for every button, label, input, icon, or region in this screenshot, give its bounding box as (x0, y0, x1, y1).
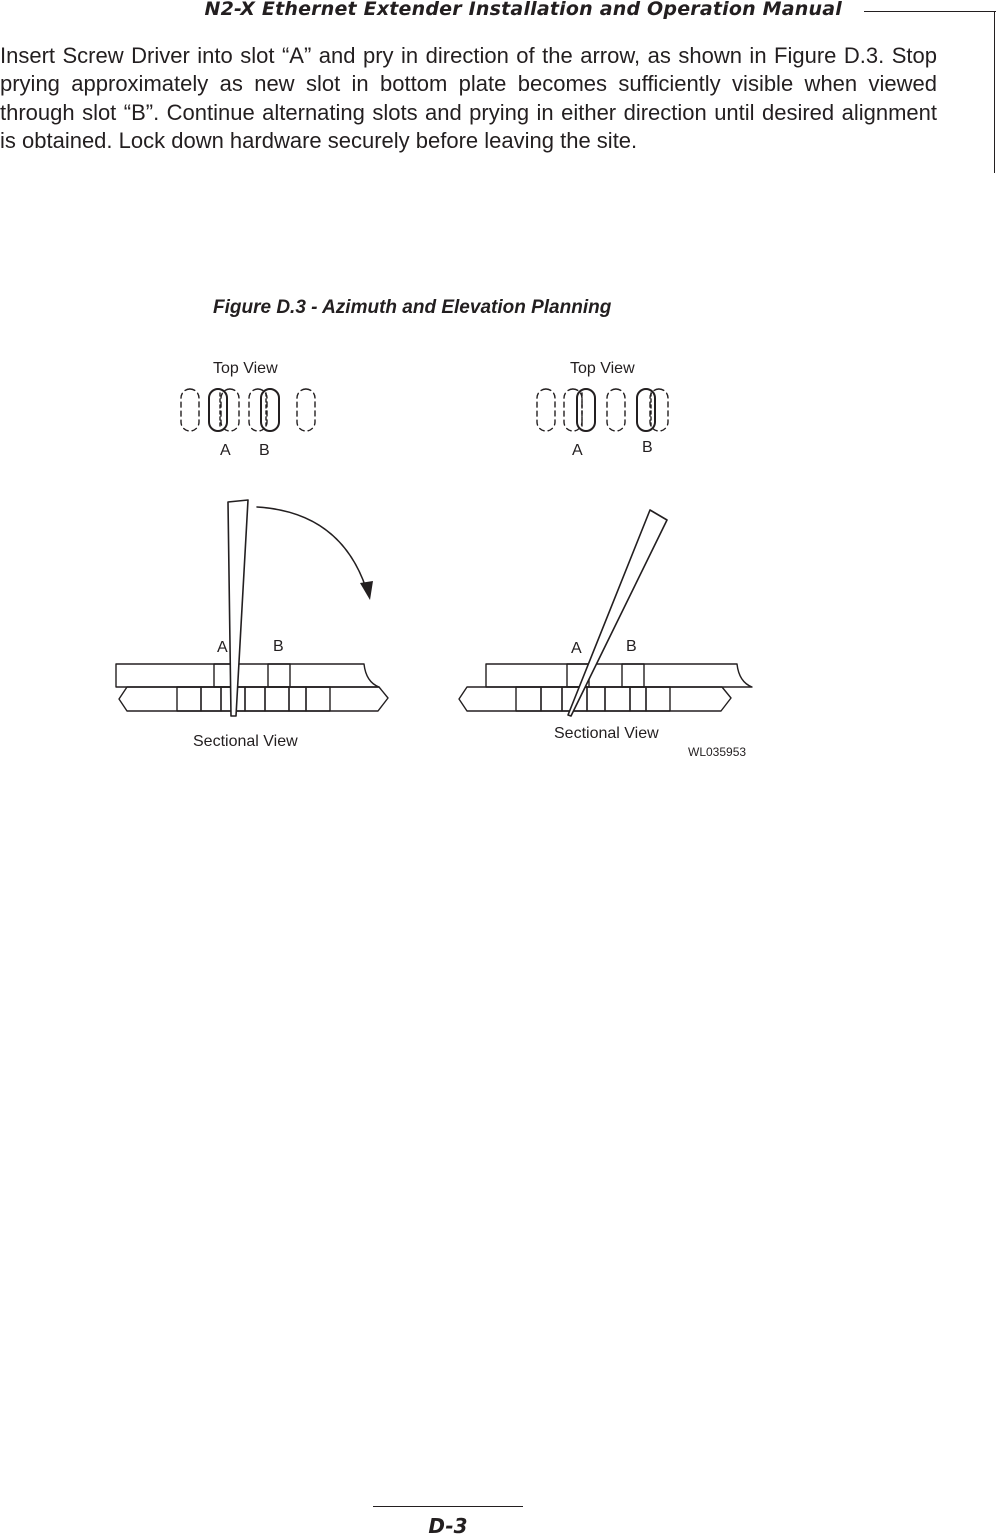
plate-slot-cell (306, 687, 330, 711)
instruction-paragraph: Insert Screw Driver into slot “A” and pry in direction of the arrow, as shown in Figure D.3. Stop prying approximately as new slot in bottom plate becomes sufficiently visible when viewed through slot “B”. Continue alternating slots and prying in either direction until desired alignment is obtained. Lock down hardware securely before leaving the site. (0, 43, 937, 153)
right-screwdriver (568, 510, 667, 716)
left-top-view-slots (181, 389, 315, 431)
pry-direction-arrow (257, 507, 366, 588)
right-slot-b-label: B (642, 439, 653, 456)
header-vertical-rule (994, 11, 995, 173)
top-slot-outline (650, 389, 668, 431)
top-slot-outline (249, 389, 267, 431)
top-slot-outline (607, 389, 625, 431)
left-section-a-label: A (217, 639, 228, 656)
slot-a-top (209, 389, 227, 431)
left-screwdriver (228, 500, 248, 716)
plate-slot-cell (622, 664, 644, 687)
right-top-view-label: Top View (570, 360, 635, 377)
top-slot-outline (181, 389, 199, 431)
plate-slot-cell (646, 687, 670, 711)
figure-d3-diagram (0, 330, 998, 780)
right-sectional-view-label: Sectional View (554, 725, 659, 742)
plate-slot-cell (289, 687, 306, 711)
left-slot-b-label: B (259, 442, 270, 459)
plate-slot-cell (587, 687, 605, 711)
left-slot-a-label: A (220, 442, 231, 459)
top-slot-outline (297, 389, 315, 431)
page-number: D-3 (428, 1514, 468, 1538)
left-sectional-view-label: Sectional View (193, 733, 298, 750)
pry-arrow-head (360, 581, 373, 600)
right-top-view-slots (537, 389, 668, 431)
slot-b-top (637, 389, 655, 431)
top-slot-outline (537, 389, 555, 431)
plate-slot-cell (201, 687, 221, 711)
bottom-plate (459, 687, 731, 711)
slot-b-top (261, 389, 279, 431)
plate-slot-cell (268, 664, 290, 687)
top-slot-outline (221, 389, 239, 431)
left-sectional-plates (116, 664, 388, 711)
drawing-id: WL035953 (688, 745, 747, 759)
right-section-b-label: B (626, 638, 637, 655)
top-plate (486, 664, 752, 687)
left-section-b-label: B (273, 638, 284, 655)
top-plate (116, 664, 379, 687)
plate-slot-cell (214, 664, 232, 687)
right-section-a-label: A (571, 640, 582, 657)
running-header-title: N2-X Ethernet Extender Installation and Operation Manual (204, 0, 842, 20)
plate-slot-cell (245, 687, 265, 711)
slot-a-top (577, 389, 595, 431)
plate-slot-cell (541, 687, 562, 711)
plate-slot-cell (630, 687, 646, 711)
bottom-plate (119, 687, 388, 711)
footer-rule (373, 1506, 523, 1507)
right-sectional-plates (459, 664, 752, 711)
top-slot-outline (564, 389, 582, 431)
plate-slot-cell (265, 687, 289, 711)
figure-caption: Figure D.3 - Azimuth and Elevation Planning (213, 297, 612, 318)
plate-slot-cell (177, 687, 201, 711)
left-top-view-label: Top View (213, 360, 278, 377)
right-slot-a-label: A (572, 442, 583, 459)
plate-slot-cell (605, 687, 630, 711)
header-rule (864, 11, 996, 12)
plate-slot-cell (516, 687, 541, 711)
